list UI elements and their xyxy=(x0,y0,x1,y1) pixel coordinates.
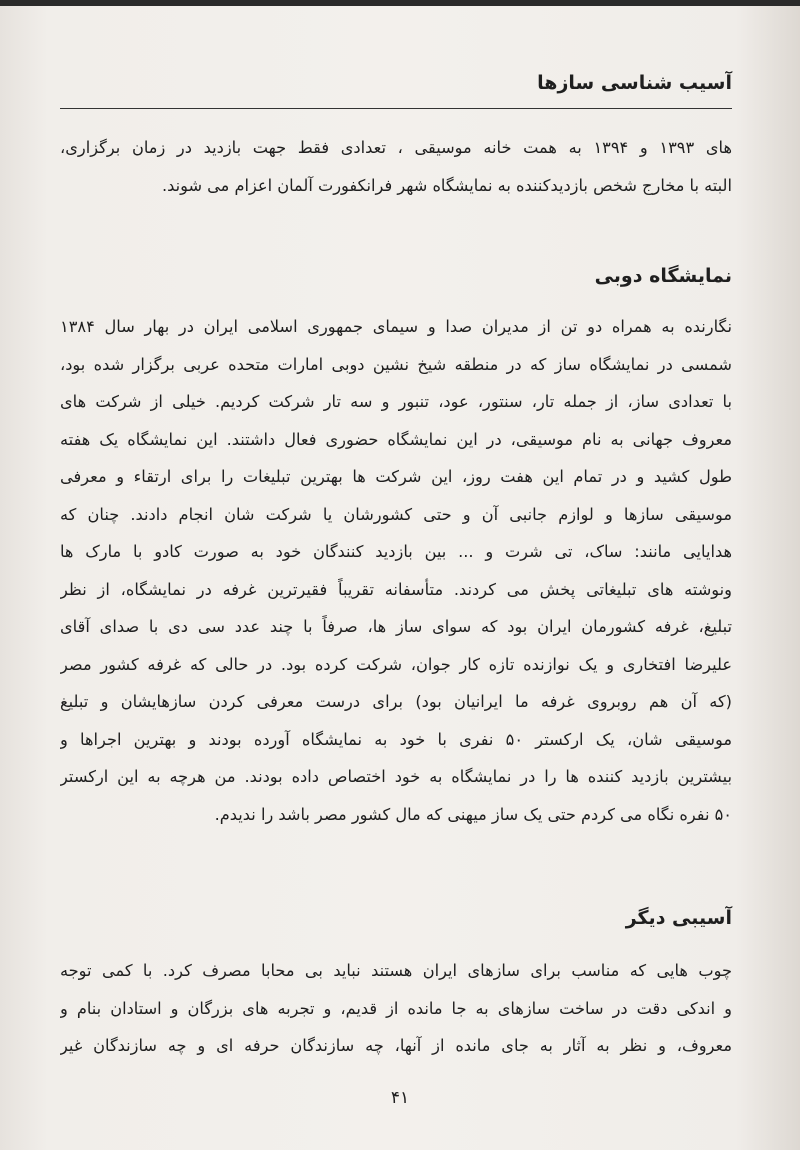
text-line: ۵۰ نفره نگاه می کردم حتی یک ساز میهنی که مال کشور مصر باشد را ندیدم. xyxy=(214,804,732,824)
header-title: آسیب شناسی سازها xyxy=(537,72,732,94)
running-header xyxy=(60,64,732,109)
text-line: ونوشته های تبلیغاتی پخش می کردند. متأسفانه تقریباً فقیرترین غرفه در نمایشگاه، از نظر xyxy=(60,579,732,599)
text-line: با تعدادی ساز، از جمله تار، سنتور، عود، تنبور و سه تار شرکت کردیم. خیلی از شرکت های xyxy=(60,392,732,411)
section-another-damage-paragraph xyxy=(60,952,732,1065)
text-line: موسیقی سازها و لوازم جانبی آن و حتی کشورشان یا شرکت شان انجام دادند. چنان که xyxy=(60,504,732,524)
text-line: (که آن هم روبروی غرفه ما ایرانیان بود) برای درست معرفی کردن سازهایشان و تبلیغ xyxy=(60,692,732,711)
page-top-edge xyxy=(0,0,800,6)
text-line: تبلیغ، غرفه کشورمان ایران بود که سوای ساز ها، صرفاً با چند عدد سی دی با صدای آقای xyxy=(60,617,732,636)
text-line: موسیقی شان، یک ارکستر ۵۰ نفری با خود به نمایشگاه آورده بودند و بهترین اجراها و xyxy=(60,729,732,749)
section-dubai-paragraph xyxy=(60,308,732,833)
intro-paragraph xyxy=(60,129,732,204)
text-line: علیرضا افتخاری و یک نوازنده تازه کار جوان، شرکت کرده بود. در حالی که غرفه کشور مصر xyxy=(60,654,732,674)
text-line: و اندکی دقت در ساخت سازهای به جا مانده از قدیم، و تجربه های بزرگان و استادان بنام و xyxy=(60,998,732,1018)
text-line: معروف جهانی به نام موسیقی، در این نمایشگاه حضوری فعال داشتند. این نمایشگاه یک هفته xyxy=(60,429,732,449)
text-line: بیشترین بازدید کننده ها را در نمایشگاه به خود اختصاص داده بودند. من هرچه به این ارکستر xyxy=(60,767,732,786)
text-line: های ۱۳۹۳ و ۱۳۹۴ به همت خانه موسیقی ، تعدادی فقط جهت بازدید در زمان برگزاری، xyxy=(60,138,732,157)
text-line: هدایایی مانند: ساک، تی شرت و ... بین بازدید کنندگان خود به صورت کادو با مارک ها xyxy=(60,542,732,561)
text-line: نگارنده به همراه دو تن از مدیران صدا و سیمای جمهوری اسلامی ایران در بهار سال ۱۳۸۴ xyxy=(60,317,732,336)
text-line: البته با مخارج شخص بازدیدکننده به نمایشگاه شهر فرانکفورت آلمان اعزام می شوند. xyxy=(161,175,732,195)
page-number: ۴۱ xyxy=(390,1088,410,1108)
text-line: چوب هایی که مناسب برای سازهای ایران هستند نباید بی محابا مصرف کرد. با کمی توجه xyxy=(60,961,732,980)
text-line: شمسی در نمایشگاه ساز که در منطقه شیخ نشین دوبی امارات متحده عربی برگزار شده بود، xyxy=(60,354,732,374)
section-heading-dubai-exhibition: نمایشگاه دوبی xyxy=(594,265,732,287)
text-line: معروف، و نظر به آثار به جای مانده از آنها، چه سازندگان حرفه ای و چه سازندگان غیر xyxy=(60,1036,732,1055)
section-heading-another-damage: آسیبی دیگر xyxy=(625,907,732,929)
text-line: طول کشید و در تمام این هفت روز، این شرکت ها بهترین تبلیغات را برای ارتقاء و معرفی xyxy=(60,467,732,486)
